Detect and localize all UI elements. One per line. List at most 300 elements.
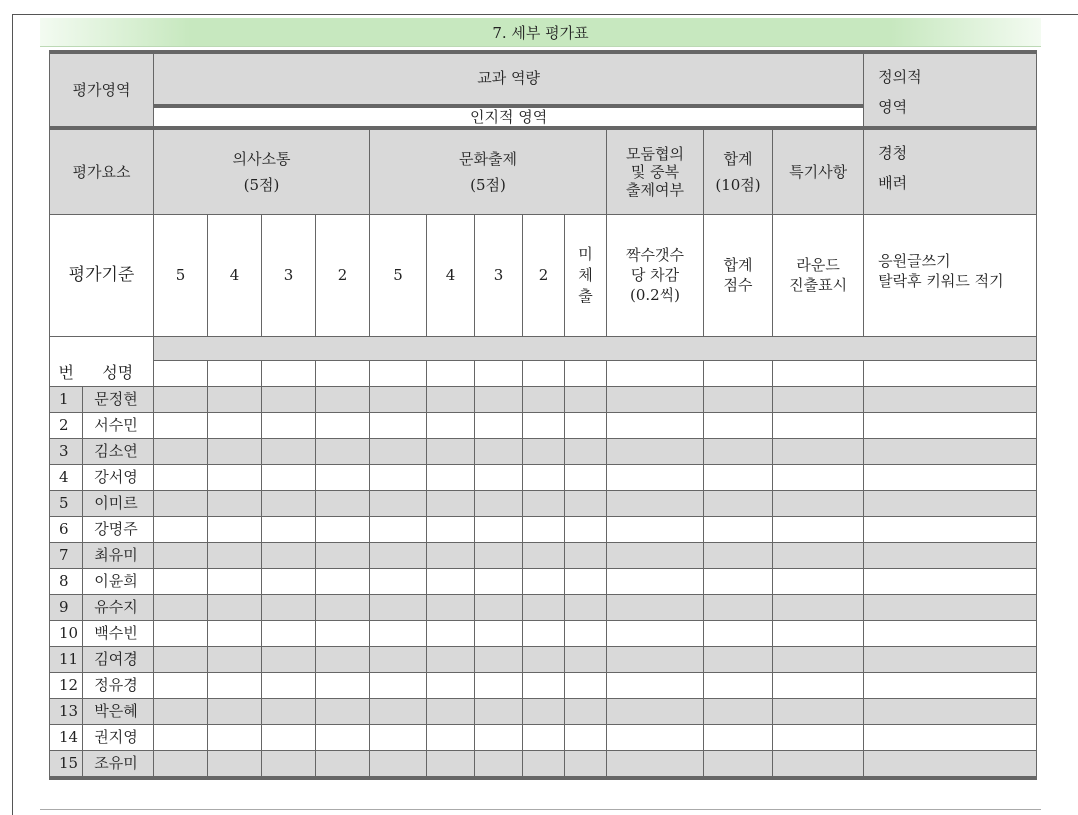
grade-cell[interactable] <box>262 438 316 464</box>
grade-cell[interactable] <box>475 360 523 386</box>
not-submitted-cell <box>565 214 607 336</box>
grade-cell[interactable] <box>370 412 427 438</box>
grade-cell[interactable] <box>370 594 427 620</box>
round-cell <box>773 214 864 336</box>
grade-cell[interactable] <box>427 698 475 724</box>
grade-cell[interactable] <box>607 568 704 594</box>
student-name: 김여경 <box>83 646 154 672</box>
grade-cell[interactable] <box>607 516 704 542</box>
grade-cell[interactable] <box>208 594 262 620</box>
grade-cell[interactable] <box>523 646 565 672</box>
grade-cell[interactable] <box>565 646 607 672</box>
prob-score-cell <box>427 214 475 336</box>
grade-cell[interactable] <box>154 516 208 542</box>
grade-cell[interactable] <box>607 438 704 464</box>
grade-cell[interactable] <box>607 412 704 438</box>
prob-score-2: 2 <box>538 266 549 284</box>
grade-cell[interactable] <box>607 464 704 490</box>
grade-cell[interactable] <box>704 438 773 464</box>
grade-cell[interactable] <box>154 750 208 778</box>
grade-cell[interactable] <box>523 490 565 516</box>
grade-cell[interactable] <box>565 542 607 568</box>
grade-cell[interactable] <box>475 386 523 412</box>
grade-cell[interactable] <box>523 360 565 386</box>
grade-cell[interactable] <box>864 698 1037 724</box>
grade-cell[interactable] <box>208 568 262 594</box>
grade-cell[interactable] <box>864 386 1037 412</box>
grade-cell[interactable] <box>154 672 208 698</box>
grade-cell[interactable] <box>704 750 773 778</box>
listening-line2: 배려 <box>878 174 908 192</box>
sum-line1: 합계 <box>723 256 753 274</box>
grade-cell[interactable] <box>864 438 1037 464</box>
grade-cell[interactable] <box>427 724 475 750</box>
grade-cell[interactable] <box>773 464 864 490</box>
cheer-line1: 응원글쓰기 <box>878 252 951 270</box>
grade-cell[interactable] <box>773 568 864 594</box>
grade-cell[interactable] <box>565 594 607 620</box>
grade-cell[interactable] <box>154 620 208 646</box>
grade-cell[interactable] <box>262 620 316 646</box>
grade-cell[interactable] <box>370 698 427 724</box>
grade-cell[interactable] <box>607 490 704 516</box>
grade-cell[interactable] <box>523 568 565 594</box>
grade-cell[interactable] <box>607 594 704 620</box>
grade-cell[interactable] <box>370 750 427 778</box>
table-row <box>50 464 1037 490</box>
grade-cell[interactable] <box>773 750 864 778</box>
student-number: 14 <box>50 724 83 750</box>
spacer-left-cell <box>50 336 154 360</box>
cooperation-line3: 출제여부 <box>626 180 684 199</box>
grade-cell[interactable] <box>565 724 607 750</box>
grade-cell[interactable] <box>773 698 864 724</box>
grade-cell[interactable] <box>565 412 607 438</box>
prob-score-3: 3 <box>493 266 504 284</box>
grade-cell[interactable] <box>523 386 565 412</box>
grade-cell[interactable] <box>316 568 370 594</box>
grade-cell[interactable] <box>154 646 208 672</box>
grade-cell[interactable] <box>427 386 475 412</box>
student-name: 문정현 <box>83 386 154 412</box>
grade-cell[interactable] <box>208 698 262 724</box>
remarks-label: 특기사항 <box>789 162 848 181</box>
grade-cell[interactable] <box>773 672 864 698</box>
grade-cell[interactable] <box>607 360 704 386</box>
grade-cell[interactable] <box>208 646 262 672</box>
table-row <box>50 412 1037 438</box>
student-name: 최유미 <box>83 542 154 568</box>
grade-cell[interactable] <box>523 724 565 750</box>
grade-cell[interactable] <box>262 360 316 386</box>
cooperation-cell <box>607 128 704 214</box>
grade-cell[interactable] <box>773 516 864 542</box>
grade-cell[interactable] <box>154 542 208 568</box>
grade-cell[interactable] <box>704 568 773 594</box>
grade-cell[interactable] <box>864 750 1037 778</box>
affective-domain-line1: 정의적 <box>878 68 922 86</box>
grade-cell[interactable] <box>864 542 1037 568</box>
student-number: 3 <box>50 438 83 464</box>
grade-cell[interactable] <box>864 594 1037 620</box>
grade-cell[interactable] <box>475 672 523 698</box>
subject-competency-cell <box>154 52 864 106</box>
grade-cell[interactable] <box>773 594 864 620</box>
grade-cell[interactable] <box>316 672 370 698</box>
student-number: 7 <box>50 542 83 568</box>
number-header-cell <box>50 360 83 386</box>
grade-cell[interactable] <box>370 724 427 750</box>
problem-making-points: (5점) <box>470 175 506 194</box>
grade-cell[interactable] <box>208 412 262 438</box>
round-line1: 라운드 <box>796 256 840 274</box>
student-name: 정유경 <box>83 672 154 698</box>
grade-cell[interactable] <box>370 438 427 464</box>
grade-cell[interactable] <box>316 594 370 620</box>
grade-cell[interactable] <box>704 412 773 438</box>
grade-cell[interactable] <box>475 490 523 516</box>
grade-cell[interactable] <box>704 490 773 516</box>
page-border-top <box>12 14 1078 15</box>
deduction-line3: (0.2씩) <box>629 286 681 304</box>
grade-cell[interactable] <box>475 464 523 490</box>
grade-cell[interactable] <box>316 412 370 438</box>
grade-cell[interactable] <box>565 438 607 464</box>
grade-cell[interactable] <box>427 490 475 516</box>
comm-score-5: 5 <box>175 266 186 284</box>
grade-cell[interactable] <box>370 464 427 490</box>
table-row <box>50 698 1037 724</box>
grade-cell[interactable] <box>565 698 607 724</box>
page-border-left <box>12 14 13 815</box>
grade-cell[interactable] <box>262 464 316 490</box>
element-label-cell <box>50 128 154 214</box>
round-line2: 진출표시 <box>789 276 848 294</box>
grade-cell[interactable] <box>475 516 523 542</box>
student-number: 6 <box>50 516 83 542</box>
grade-cell[interactable] <box>154 360 208 386</box>
grade-cell[interactable] <box>208 464 262 490</box>
grade-cell[interactable] <box>262 412 316 438</box>
grade-cell[interactable] <box>475 646 523 672</box>
grade-cell[interactable] <box>154 698 208 724</box>
grade-cell[interactable] <box>475 620 523 646</box>
grade-cell[interactable] <box>370 646 427 672</box>
sum-score-cell <box>704 214 773 336</box>
grade-cell[interactable] <box>370 620 427 646</box>
grade-cell[interactable] <box>607 646 704 672</box>
grade-cell[interactable] <box>370 542 427 568</box>
affective-domain-cell <box>864 52 1037 128</box>
grade-cell[interactable] <box>427 464 475 490</box>
criteria-label: 평가기준 <box>68 265 135 285</box>
grade-cell[interactable] <box>475 438 523 464</box>
grade-cell[interactable] <box>523 698 565 724</box>
grade-cell[interactable] <box>427 438 475 464</box>
grade-cell[interactable] <box>316 698 370 724</box>
student-number: 9 <box>50 594 83 620</box>
grade-cell[interactable] <box>475 594 523 620</box>
grade-cell[interactable] <box>262 672 316 698</box>
grade-cell[interactable] <box>704 516 773 542</box>
grade-cell[interactable] <box>864 568 1037 594</box>
grade-cell[interactable] <box>565 464 607 490</box>
table-row <box>50 386 1037 412</box>
remarks-cell <box>773 128 864 214</box>
grade-cell[interactable] <box>208 672 262 698</box>
grade-cell[interactable] <box>262 724 316 750</box>
grade-cell[interactable] <box>316 386 370 412</box>
grade-cell[interactable] <box>370 386 427 412</box>
grade-cell[interactable] <box>370 490 427 516</box>
grade-cell[interactable] <box>262 386 316 412</box>
student-number: 5 <box>50 490 83 516</box>
grade-cell[interactable] <box>704 360 773 386</box>
grade-cell[interactable] <box>475 542 523 568</box>
grade-cell[interactable] <box>154 464 208 490</box>
grade-cell[interactable] <box>523 594 565 620</box>
student-number: 15 <box>50 750 83 778</box>
grade-cell[interactable] <box>565 360 607 386</box>
number-label: 번 <box>58 362 74 382</box>
grade-cell[interactable] <box>565 516 607 542</box>
grade-cell[interactable] <box>208 386 262 412</box>
grade-cell[interactable] <box>864 620 1037 646</box>
grade-cell[interactable] <box>607 620 704 646</box>
grade-cell[interactable] <box>773 438 864 464</box>
student-name: 권지영 <box>83 724 154 750</box>
grade-cell[interactable] <box>427 568 475 594</box>
grade-cell[interactable] <box>154 490 208 516</box>
grade-cell[interactable] <box>475 568 523 594</box>
bottom-rule <box>40 809 1041 810</box>
grade-cell[interactable] <box>262 542 316 568</box>
grade-cell[interactable] <box>565 750 607 778</box>
student-name: 유수지 <box>83 594 154 620</box>
student-number: 11 <box>50 646 83 672</box>
comm-score-3: 3 <box>283 266 294 284</box>
cognitive-domain-cell <box>154 106 864 128</box>
grade-cell[interactable] <box>262 594 316 620</box>
grade-cell[interactable] <box>704 464 773 490</box>
grade-cell[interactable] <box>154 724 208 750</box>
grade-cell[interactable] <box>523 516 565 542</box>
grade-cell[interactable] <box>154 568 208 594</box>
affective-domain-line2: 영역 <box>878 98 908 116</box>
grade-cell[interactable] <box>316 490 370 516</box>
grade-cell[interactable] <box>704 542 773 568</box>
not-submitted-char2: 체 <box>578 265 593 284</box>
grade-cell[interactable] <box>773 646 864 672</box>
grade-cell[interactable] <box>316 516 370 542</box>
grade-cell[interactable] <box>565 568 607 594</box>
grade-cell[interactable] <box>154 412 208 438</box>
comm-score-4: 4 <box>229 266 240 284</box>
grade-cell[interactable] <box>316 724 370 750</box>
grade-cell[interactable] <box>208 438 262 464</box>
student-number: 13 <box>50 698 83 724</box>
student-number: 1 <box>50 386 83 412</box>
student-name: 이윤희 <box>83 568 154 594</box>
student-name: 서수민 <box>83 412 154 438</box>
grade-cell[interactable] <box>370 672 427 698</box>
grade-cell[interactable] <box>427 620 475 646</box>
grade-cell[interactable] <box>607 672 704 698</box>
student-number: 8 <box>50 568 83 594</box>
grade-cell[interactable] <box>773 542 864 568</box>
grade-cell[interactable] <box>704 724 773 750</box>
total-header-cell <box>704 128 773 214</box>
student-name: 강서영 <box>83 464 154 490</box>
student-name: 강명주 <box>83 516 154 542</box>
grade-cell[interactable] <box>370 516 427 542</box>
grade-cell[interactable] <box>154 438 208 464</box>
student-number: 12 <box>50 672 83 698</box>
grade-cell[interactable] <box>565 386 607 412</box>
grade-cell[interactable] <box>523 672 565 698</box>
student-number: 4 <box>50 464 83 490</box>
comm-score-cell <box>316 214 370 336</box>
grade-cell[interactable] <box>523 750 565 778</box>
cooperation-line2: 및 중복 <box>630 162 680 181</box>
grade-cell[interactable] <box>427 750 475 778</box>
table-row <box>50 724 1037 750</box>
grade-cell[interactable] <box>427 360 475 386</box>
subject-competency: 교과 역량 <box>477 69 540 87</box>
deduction-cell <box>607 214 704 336</box>
grade-cell[interactable] <box>864 724 1037 750</box>
grade-cell[interactable] <box>607 386 704 412</box>
grade-cell[interactable] <box>316 464 370 490</box>
student-number: 2 <box>50 412 83 438</box>
grade-cell[interactable] <box>316 360 370 386</box>
grade-cell[interactable] <box>208 620 262 646</box>
grade-cell[interactable] <box>607 542 704 568</box>
comm-score-2: 2 <box>337 266 348 284</box>
grade-cell[interactable] <box>208 750 262 778</box>
grade-cell[interactable] <box>523 464 565 490</box>
grade-cell[interactable] <box>316 620 370 646</box>
grade-cell[interactable] <box>262 646 316 672</box>
grade-cell[interactable] <box>208 516 262 542</box>
grade-cell[interactable] <box>704 672 773 698</box>
grade-cell[interactable] <box>607 698 704 724</box>
grade-cell[interactable] <box>208 490 262 516</box>
student-rows <box>50 386 1037 778</box>
grade-cell[interactable] <box>523 542 565 568</box>
grade-cell[interactable] <box>773 724 864 750</box>
grade-cell[interactable] <box>607 750 704 778</box>
grade-cell[interactable] <box>864 672 1037 698</box>
grade-cell[interactable] <box>262 568 316 594</box>
grade-cell[interactable] <box>565 490 607 516</box>
grade-cell[interactable] <box>427 594 475 620</box>
grade-cell[interactable] <box>773 360 864 386</box>
grade-cell[interactable] <box>475 698 523 724</box>
grade-cell[interactable] <box>607 724 704 750</box>
grade-cell[interactable] <box>208 360 262 386</box>
grade-cell[interactable] <box>427 646 475 672</box>
grade-cell[interactable] <box>316 438 370 464</box>
student-name: 박은혜 <box>83 698 154 724</box>
grade-cell[interactable] <box>316 542 370 568</box>
communication-label: 의사소통 <box>232 149 291 168</box>
table-row <box>50 568 1037 594</box>
not-submitted-char3: 출 <box>578 286 593 305</box>
grade-cell[interactable] <box>864 490 1037 516</box>
grade-cell[interactable] <box>262 516 316 542</box>
grade-cell[interactable] <box>704 646 773 672</box>
student-name: 김소연 <box>83 438 154 464</box>
grade-cell[interactable] <box>565 620 607 646</box>
cheer-line2: 탈락후 키워드 적기 <box>878 272 1004 290</box>
grade-cell[interactable] <box>704 386 773 412</box>
grade-cell[interactable] <box>864 412 1037 438</box>
grade-cell[interactable] <box>370 360 427 386</box>
comm-score-cell <box>154 214 208 336</box>
grade-cell[interactable] <box>427 412 475 438</box>
table-row <box>50 438 1037 464</box>
grade-cell[interactable] <box>864 516 1037 542</box>
grade-cell[interactable] <box>154 594 208 620</box>
grade-cell[interactable] <box>370 568 427 594</box>
section-title: 7. 세부 평가표 <box>492 24 589 42</box>
grade-cell[interactable] <box>704 594 773 620</box>
grade-cell[interactable] <box>864 464 1037 490</box>
name-header-cell <box>83 360 154 386</box>
table-row <box>50 620 1037 646</box>
grade-cell[interactable] <box>773 490 864 516</box>
grade-cell[interactable] <box>208 542 262 568</box>
comm-score-cell <box>208 214 262 336</box>
table-row <box>50 672 1037 698</box>
grade-cell[interactable] <box>523 438 565 464</box>
grade-cell[interactable] <box>773 412 864 438</box>
grade-cell[interactable] <box>523 620 565 646</box>
grade-cell[interactable] <box>704 620 773 646</box>
grade-cell[interactable] <box>316 646 370 672</box>
grade-cell[interactable] <box>475 750 523 778</box>
grade-cell[interactable] <box>427 542 475 568</box>
grade-cell[interactable] <box>262 698 316 724</box>
grade-cell[interactable] <box>704 698 773 724</box>
table-row <box>50 594 1037 620</box>
grade-cell[interactable] <box>864 360 1037 386</box>
grade-cell[interactable] <box>316 750 370 778</box>
grade-cell[interactable] <box>208 724 262 750</box>
deduction-line2: 당 차감 <box>630 266 680 284</box>
grade-cell[interactable] <box>523 412 565 438</box>
grade-cell[interactable] <box>262 750 316 778</box>
grade-cell[interactable] <box>773 386 864 412</box>
table-row <box>50 646 1037 672</box>
problem-making-label: 문화출제 <box>459 149 517 168</box>
grade-cell[interactable] <box>475 724 523 750</box>
cheer-cell <box>864 214 1037 336</box>
grade-cell[interactable] <box>427 672 475 698</box>
grade-cell[interactable] <box>475 412 523 438</box>
cooperation-line1: 모둠협의 <box>626 144 684 163</box>
communication-cell <box>154 128 370 214</box>
grade-cell[interactable] <box>773 620 864 646</box>
grade-cell[interactable] <box>154 386 208 412</box>
grade-cell[interactable] <box>565 672 607 698</box>
section-title-bar <box>40 18 1041 47</box>
prob-score-cell <box>370 214 427 336</box>
grade-cell[interactable] <box>864 646 1037 672</box>
grade-cell[interactable] <box>262 490 316 516</box>
grade-cell[interactable] <box>427 516 475 542</box>
